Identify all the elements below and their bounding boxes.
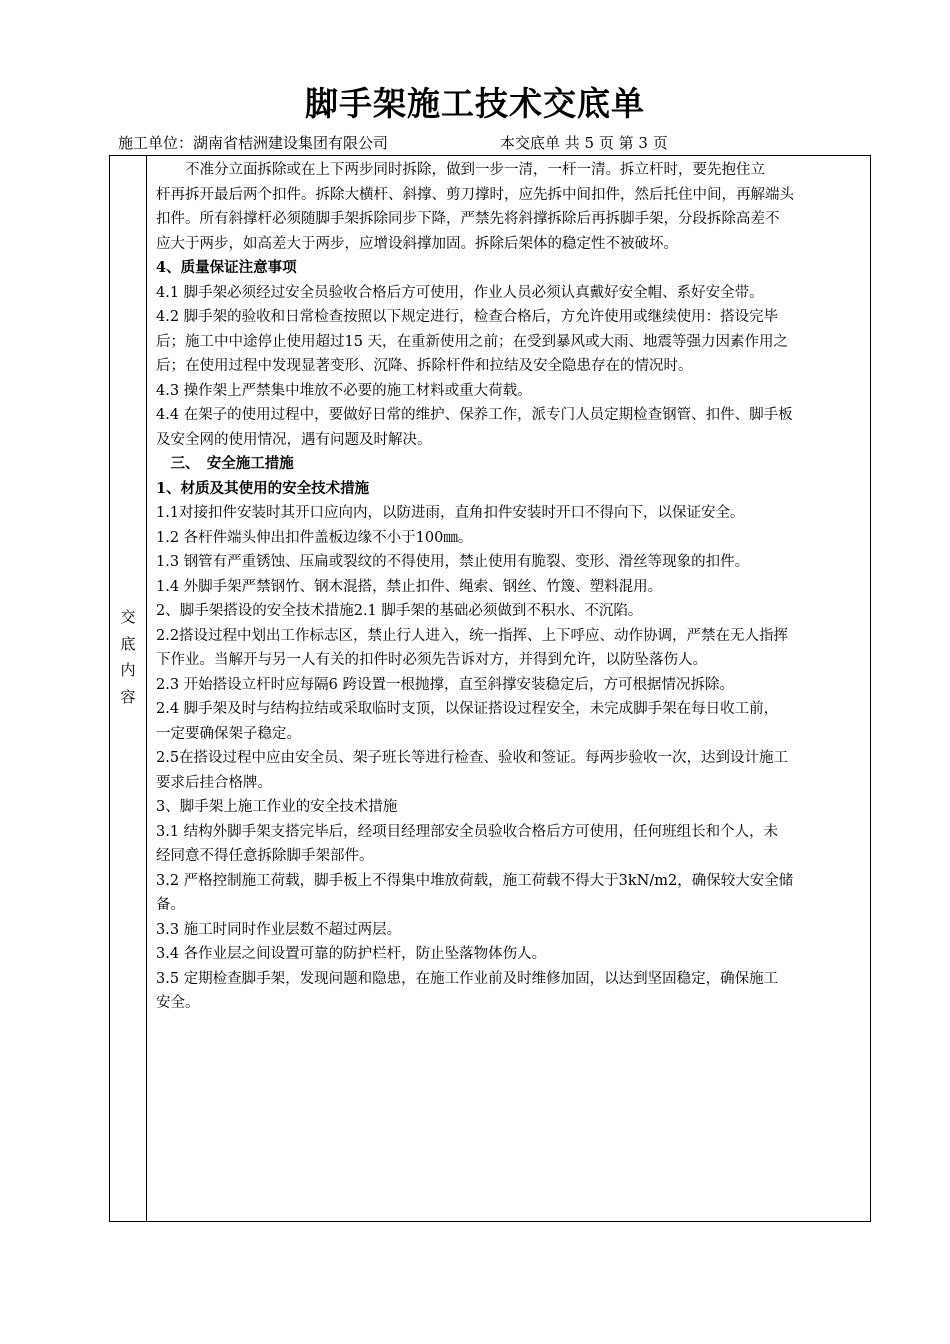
- text-line: 1.3 钢管有严重锈蚀、压扁或裂纹的不得使用，禁止使用有脆裂、变形、滑丝等现象的扣件。: [156, 554, 750, 570]
- text-line: 2、脚手架搭设的安全技术措施2.1 脚手架的基础必须做到不积水、不沉陷。: [156, 603, 643, 619]
- text-line: 后；施工中中途停止使用超过15 天，在重新使用之前；在受到暴风或大雨、地震等强力因素作用之: [156, 333, 789, 350]
- text-line: 3.2 严格控制施工荷载，脚手板上不得集中堆放荷载，施工荷载不得大于3kN/m2，确保较大安全储: [156, 872, 794, 889]
- content-label: [110, 604, 146, 710]
- text-line: 1.2 各杆件端头伸出扣件盖板边缘不小于100㎜。: [156, 529, 473, 546]
- text-line: 3、脚手架上施工作业的安全技术措施: [156, 799, 398, 815]
- text-line: 扣件。所有斜撑杆必须随脚手架拆除同步下降，严禁先将斜撑拆除后再拆脚手架，分段拆除高差不: [156, 211, 780, 227]
- label-column: [110, 156, 147, 1221]
- text-line: 4.3 操作架上严禁集中堆放不必要的施工材料或重大荷载。: [156, 382, 532, 399]
- section-heading: 4、质量保证注意事项: [156, 259, 297, 276]
- text-line: 2.4 脚手架及时与结构拉结或采取临时支顶，以保证搭设过程安全，未完成脚手架在每日收工前，: [156, 701, 779, 717]
- text-line: 经同意不得任意拆除脚手架部件。: [156, 848, 374, 864]
- disclosure-table: [109, 155, 871, 1222]
- text-line: 2.2搭设过程中划出工作标志区，禁止行人进入，统一指挥、上下呼应、动作协调，严禁在无人指挥: [156, 627, 789, 644]
- text-line: 1.4 外脚手架严禁钢竹、钢木混搭，禁止扣件、绳索、钢丝、竹篾、塑料混用。: [156, 578, 663, 595]
- text-line: 要求后挂合格牌。: [156, 774, 272, 791]
- label-char: 容: [120, 687, 136, 706]
- construction-unit: 施工单位：湖南省桔洲建设集团有限公司: [118, 134, 389, 152]
- text-line: 后；在使用过程中发现显著变形、沉降、拆除杆件和拉结及安全隐患存在的情况时。: [156, 358, 693, 374]
- section-heading: 三、 安全施工措施: [156, 455, 294, 472]
- label-char: 内: [120, 661, 136, 679]
- text-line: 2.3 开始搭设立杆时应每隔6 跨设置一根抛撑，直至斜撑安装稳定后，方可根据情况拆除。: [156, 676, 734, 693]
- text-line: 4.2 脚手架的验收和日常检查按照以下规定进行，检查合格后，方允许使用或继续使用：搭设完毕: [156, 309, 779, 325]
- text-line: 4.4 在架子的使用过程中，要做好日常的维护、保养工作，派专门人员定期检查钢管、扣件、脚手板: [156, 407, 793, 423]
- text-line: 备。: [156, 897, 185, 913]
- text-line: 杆再拆开最后两个扣件。拆除大横杆、斜撑、剪刀撑时，应先拆中间扣件，然后托住中间，再解端头: [156, 186, 794, 203]
- page-info: 本交底单 共 5 页 第 3 页: [500, 134, 668, 152]
- text-line: 应大于两步，如高差大于两步，应增设斜撑加固。拆除后架体的稳定性不被破坏。: [156, 235, 678, 252]
- text-line: 及安全网的使用情况，遇有问题及时解决。: [156, 431, 432, 448]
- text-line: 3.3 施工时同时作业层数不超过两层。: [156, 921, 402, 938]
- text-line: 3.4 各作业层之间设置可靠的防护栏杆，防止坠落物体伤人。: [156, 946, 547, 962]
- text-line: 1.1对接扣件安装时其开口应向内，以防进雨，直角扣件安装时开口不得向下，以保证安全。: [156, 505, 745, 521]
- document-title: 脚手架施工技术交底单: [305, 84, 645, 123]
- section-heading: 1、材质及其使用的安全技术措施: [156, 479, 370, 497]
- text-line: 3.1 结构外脚手架支搭完毕后，经项目经理部安全员验收合格后方可使用，任何班组长和个人，未: [156, 823, 779, 840]
- text-line: 2.5在搭设过程中应由安全员、架子班长等进行检查、验收和签证。每两步验收一次，达到设计施工: [156, 750, 789, 766]
- text-line: 4.1 脚手架必须经过安全员验收合格后方可使用，作业人员必须认真戴好安全帽、系好安全带。: [156, 284, 764, 301]
- label-char: 底: [120, 634, 136, 653]
- text-line: 不准分立面拆除或在上下两步同时拆除，做到一步一清，一杆一清。拆立杆时，要先抱住立: [156, 162, 765, 178]
- text-line: 下作业。当解开与另一人有关的扣件时必须先告诉对方，并得到允许，以防坠落伤人。: [156, 652, 707, 668]
- text-line: 安全。: [156, 995, 200, 1011]
- content-body: [156, 158, 866, 1016]
- text-line: 一定要确保架子稳定。: [156, 725, 301, 742]
- label-char: 交: [120, 608, 136, 626]
- text-line: 3.5 定期检查脚手架，发现问题和隐患，在施工作业前及时维修加固，以达到坚固稳定，确保施工: [156, 970, 779, 987]
